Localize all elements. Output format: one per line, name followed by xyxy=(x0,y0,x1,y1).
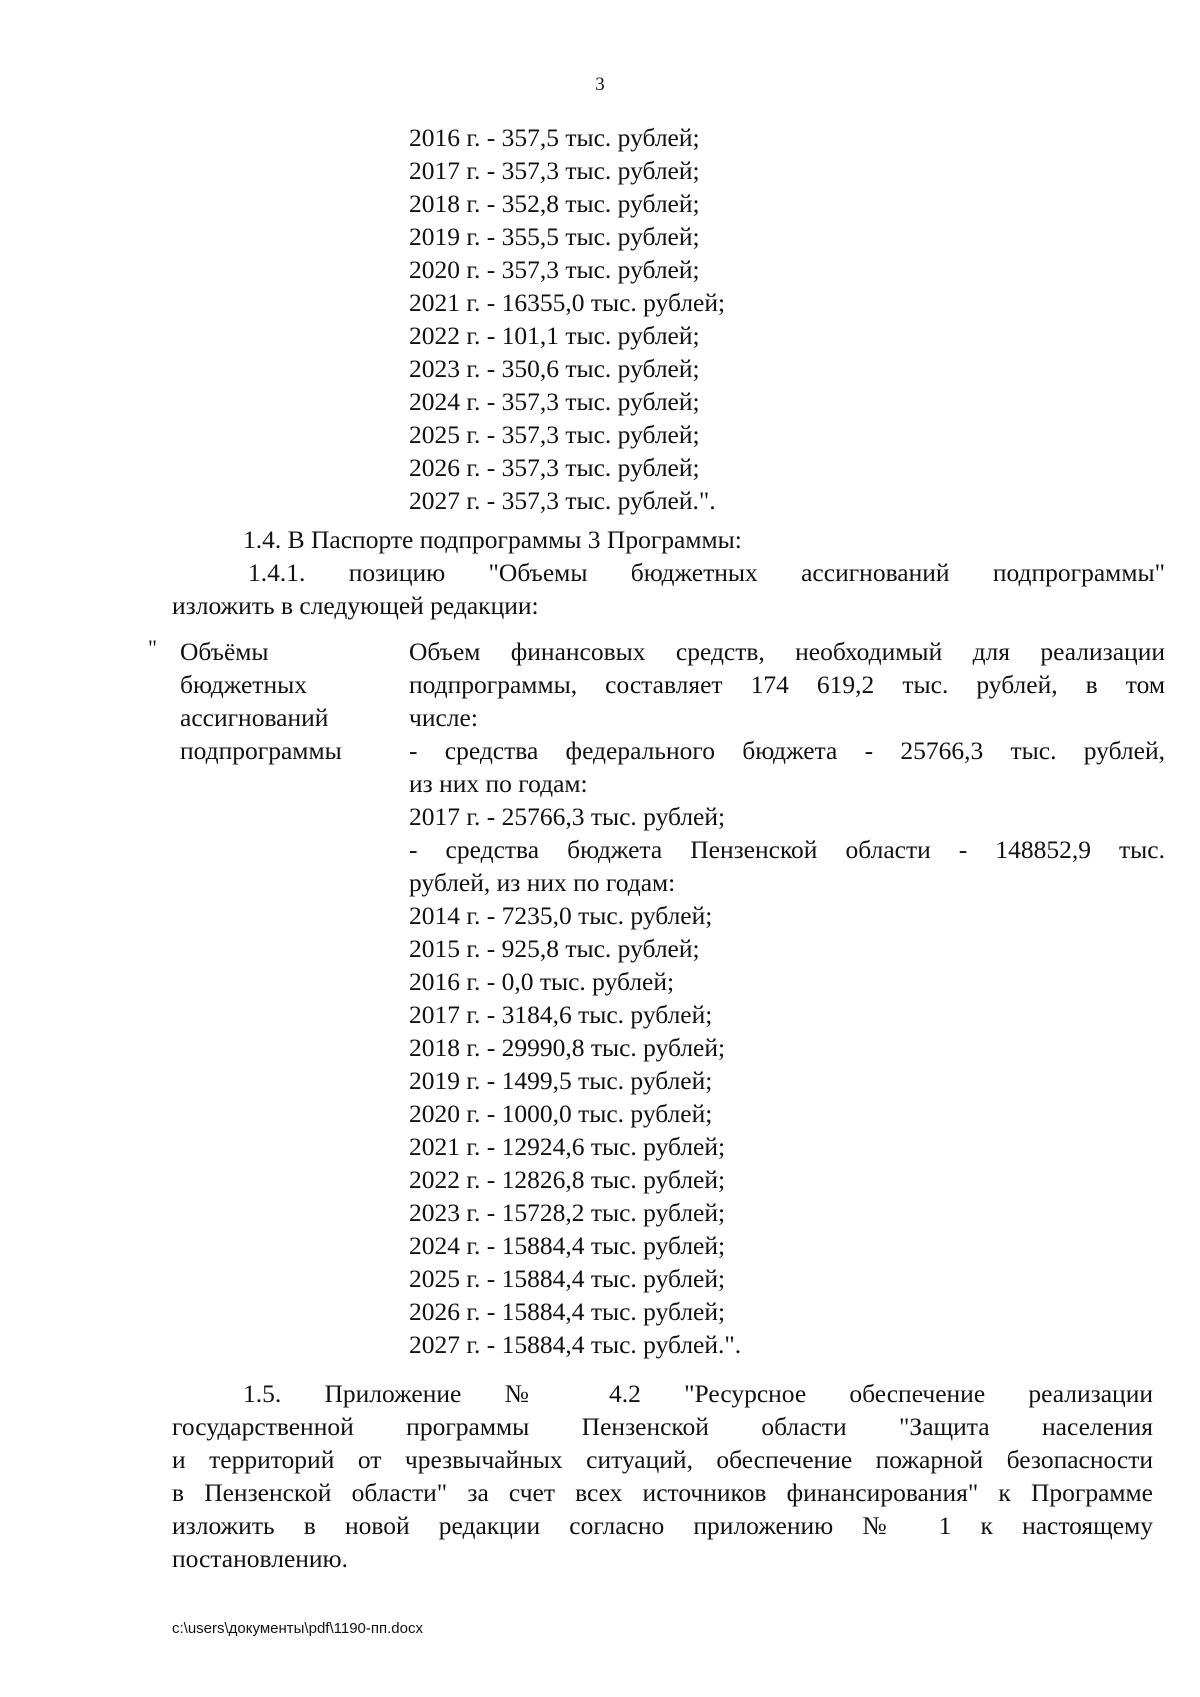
list-item: 2025 г. - 357,3 тыс. рублей; xyxy=(409,420,700,449)
list-item: 2023 г. - 15728,2 тыс. рублей; xyxy=(409,1198,726,1227)
content-line: числе: xyxy=(409,703,478,732)
list-item: 2017 г. - 3184,6 тыс. рублей; xyxy=(409,1000,713,1029)
list-item: 2024 г. - 15884,4 тыс. рублей; xyxy=(409,1231,726,1260)
section-1-5-line: в Пензенской области" за счет всех источников финансирования" к Программе xyxy=(172,1478,1153,1507)
label-line: ассигнований xyxy=(180,703,329,732)
content-line: из них по годам: xyxy=(409,769,588,798)
content-line: Объем финансовых средств, необходимый для реализации xyxy=(409,637,1165,666)
list-item: 2015 г. - 925,8 тыс. рублей; xyxy=(409,934,700,963)
content-line: рублей, из них по годам: xyxy=(409,868,676,897)
open-quote-mark: " xyxy=(148,635,157,660)
list-item: 2024 г. - 357,3 тыс. рублей; xyxy=(409,387,700,416)
list-item: 2022 г. - 12826,8 тыс. рублей; xyxy=(409,1165,726,1194)
list-item: 2019 г. - 1499,5 тыс. рублей; xyxy=(409,1066,713,1095)
section-1-5-line: и территорий от чрезвычайных ситуаций, обеспечение пожарной безопасности xyxy=(172,1445,1153,1474)
section-1-5-line: 1.5. Приложение № 4.2 "Ресурсное обеспечение реализации xyxy=(243,1379,1153,1408)
passport-left-label xyxy=(180,635,380,767)
list-item: 2026 г. - 15884,4 тыс. рублей; xyxy=(409,1297,726,1326)
federal-budget-line: - средства федерального бюджета - 25766,3 тыс. рублей, xyxy=(409,736,1165,765)
list-item: 2017 г. - 25766,3 тыс. рублей; xyxy=(409,802,726,831)
page-number: 3 xyxy=(595,74,605,95)
list-item: 2025 г. - 15884,4 тыс. рублей; xyxy=(409,1264,726,1293)
label-line: бюджетных xyxy=(180,670,307,699)
list-item: 2019 г. - 355,5 тыс. рублей; xyxy=(409,222,700,251)
section-1-5-line: постановлению. xyxy=(172,1544,348,1573)
list-item: 2021 г. - 12924,6 тыс. рублей; xyxy=(409,1132,726,1161)
list-item: 2022 г. - 101,1 тыс. рублей; xyxy=(409,321,700,350)
label-line: подпрограммы xyxy=(180,736,342,765)
list-item: 2014 г. - 7235,0 тыс. рублей; xyxy=(409,901,713,930)
section-1-5-line: изложить в новой редакции согласно приложению № 1 к настоящему xyxy=(172,1511,1153,1540)
list-item: 2016 г. - 357,5 тыс. рублей; xyxy=(409,123,700,152)
section-1-5-line: государственной программы Пензенской области "Защита населения xyxy=(172,1412,1153,1441)
footer-file-path: c:\users\документы\pdf\1190-пп.docx xyxy=(172,1620,423,1637)
list-item: 2027 г. - 15884,4 тыс. рублей.". xyxy=(409,1330,742,1359)
list-item: 2018 г. - 352,8 тыс. рублей; xyxy=(409,189,700,218)
content-line: подпрограммы, составляет 174 619,2 тыс. рублей, в том xyxy=(409,670,1165,699)
label-line: Объёмы xyxy=(180,637,269,666)
list-item: 2020 г. - 1000,0 тыс. рублей; xyxy=(409,1099,713,1128)
passport-right-content xyxy=(409,635,1165,1361)
list-item: 2021 г. - 16355,0 тыс. рублей; xyxy=(409,288,726,317)
section-1-4-1-line2: изложить в следующей редакции: xyxy=(172,591,539,620)
list-item: 2018 г. - 29990,8 тыс. рублей; xyxy=(409,1033,726,1062)
top-year-list xyxy=(409,121,725,517)
section-1-4-1-line1: 1.4.1. позицию "Объемы бюджетных ассигнований подпрограммы" xyxy=(248,558,1165,587)
list-item: 2017 г. - 357,3 тыс. рублей; xyxy=(409,156,700,185)
list-item: 2023 г. - 350,6 тыс. рублей; xyxy=(409,354,700,383)
section-1-4-heading: 1.4. В Паспорте подпрограммы 3 Программы: xyxy=(243,525,742,554)
list-item: 2016 г. - 0,0 тыс. рублей; xyxy=(409,967,675,996)
regional-budget-line: - средства бюджета Пензенской области - 148852,9 тыс. xyxy=(409,835,1165,864)
list-item: 2026 г. - 357,3 тыс. рублей; xyxy=(409,453,700,482)
list-item: 2020 г. - 357,3 тыс. рублей; xyxy=(409,255,700,284)
list-item: 2027 г. - 357,3 тыс. рублей.". xyxy=(409,486,716,515)
